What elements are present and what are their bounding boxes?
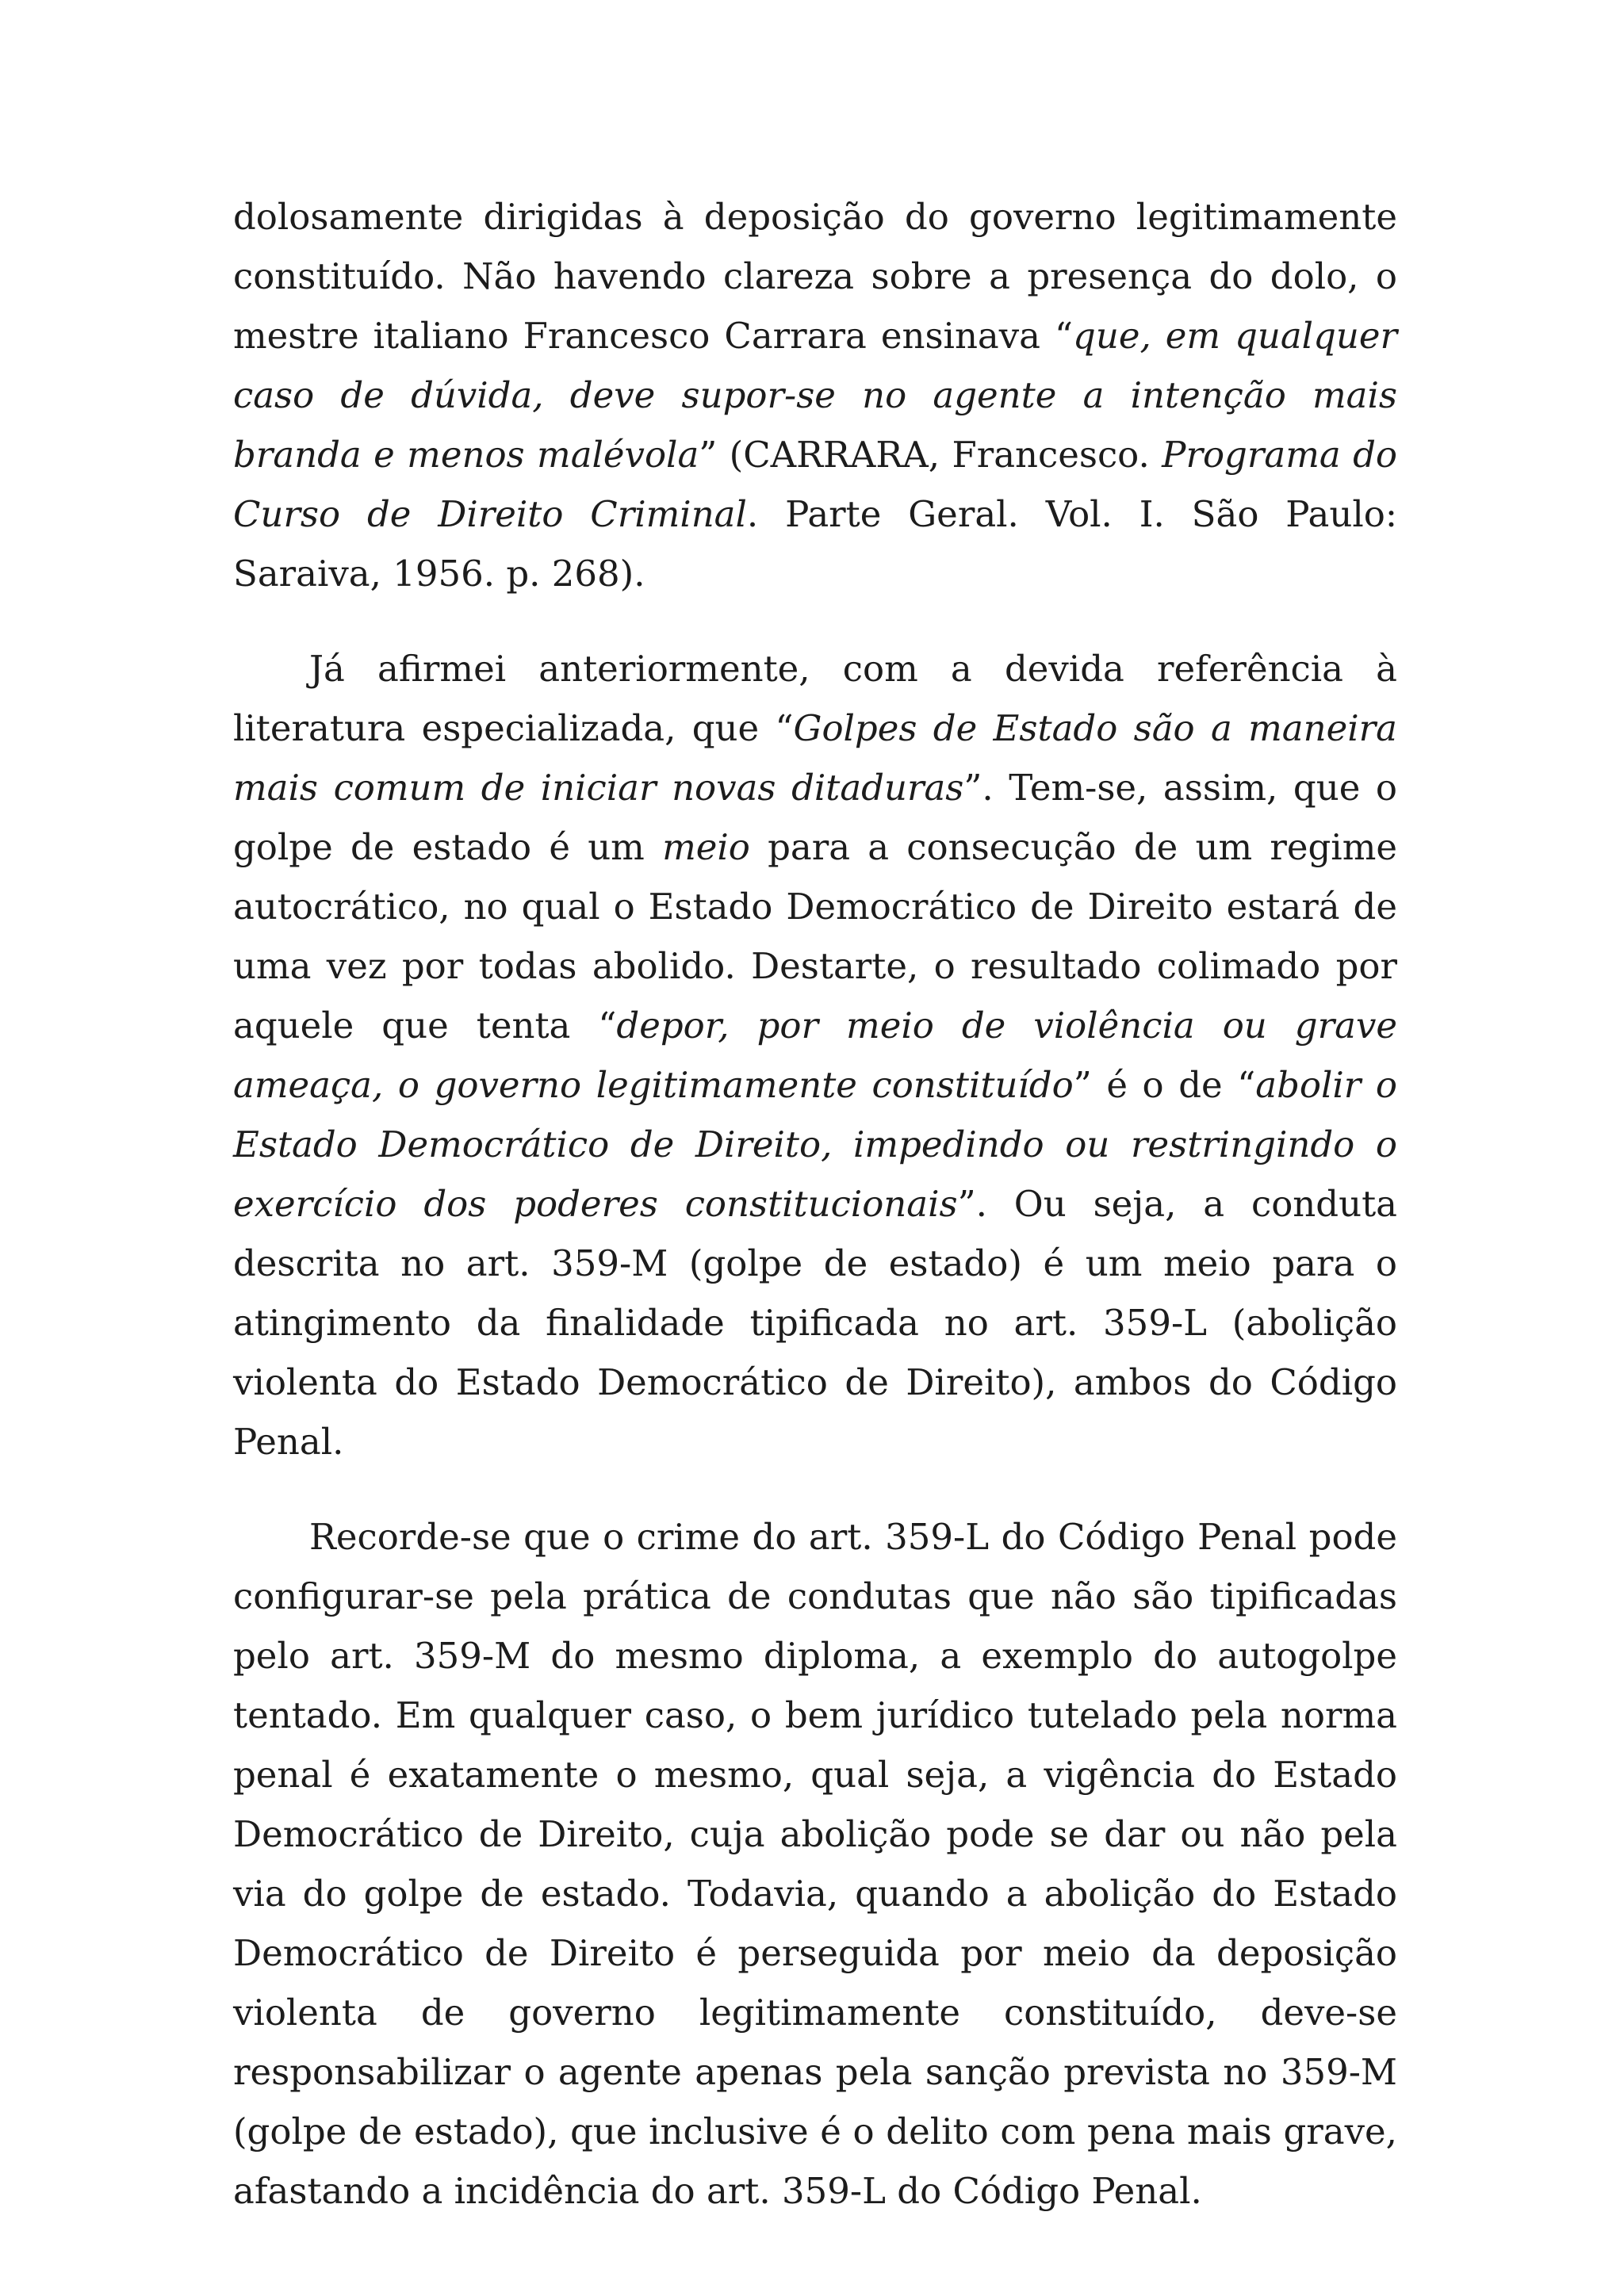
text-segment: dolosamente dirigidas à deposição do governo legitimamente constituído. Não havendo clareza sobre a presença do dolo, o mestre italiano Francesco Carrara ensinava “	[233, 196, 1397, 357]
text-segment: Recorde-se que o crime do art. 359-L do Código Penal pode configurar-se pela prática de condutas que não são tipificadas pelo art. 359-M do mesmo diploma, a exemplo do autogolpe tentado. Em qualquer caso, o bem jurídico tutelado pela norma penal é exatamente o mesmo, qual seja, a vigência do Estado Democrático de Direito, cuja abolição pode se dar ou não pela via do golpe de estado. Todavia, quando a abolição do Estado Democrático de Direito é perseguida por meio da deposição violenta de governo legitimamente constituído, deve-se responsabilizar o agente apenas pela sanção prevista no 359-M (golpe de estado), que inclusive é o delito com pena mais grave, afastando a incidência do art. 359-L do Código Penal.	[233, 1516, 1397, 2212]
text-segment: ”. Ou seja, a conduta descrita no art. 359-M (golpe de estado) é um meio para o atingimento da finalidade tipificada no art. 359-L (abolição violenta do Estado Democrático de Direito), ambos do Código Penal.	[233, 1183, 1397, 1463]
quote-carrara: que, em qualquer caso de dúvida, deve supor-se no agente a intenção mais branda e menos malévola	[233, 315, 1398, 476]
quote-golpes-de-estado: Golpes de Estado são a maneira mais comum de iniciar novas ditaduras	[233, 707, 1397, 809]
paragraph-golpe-meio	[233, 639, 1397, 1471]
book-title: Programa do Curso de Direito Criminal	[233, 434, 1397, 535]
text-segment: ” (CARRARA, Francesco.	[699, 434, 1162, 476]
paragraph-359l-359m	[233, 1507, 1397, 2221]
paragraph-carrara-citation	[233, 187, 1397, 603]
text-segment: ” é o de “	[1073, 1064, 1256, 1106]
emphasis-meio: meio	[662, 826, 750, 868]
quote-abolir: abolir o Estado Democrático de Direito, impedindo ou restringindo o exercício dos poderes constitucionais	[233, 1064, 1397, 1225]
text-segment: ”. Tem-se, assim, que o golpe de estado é um	[233, 767, 1397, 868]
text-segment: . Parte Geral. Vol. I. São Paulo: Saraiva, 1956. p. 268).	[233, 493, 1397, 595]
quote-depor: depor, por meio de violência ou grave ameaça, o governo legitimamente constituído	[233, 1004, 1397, 1106]
document-body	[233, 187, 1397, 2221]
text-segment: para a consecução de um regime autocrático, no qual o Estado Democrático de Direito estará de uma vez por todas abolido. Destarte, o resultado colimado por aquele que tenta “	[233, 826, 1397, 1047]
text-segment: Já afirmei anteriormente, com a devida referência à literatura especializada, que “	[233, 648, 1397, 749]
